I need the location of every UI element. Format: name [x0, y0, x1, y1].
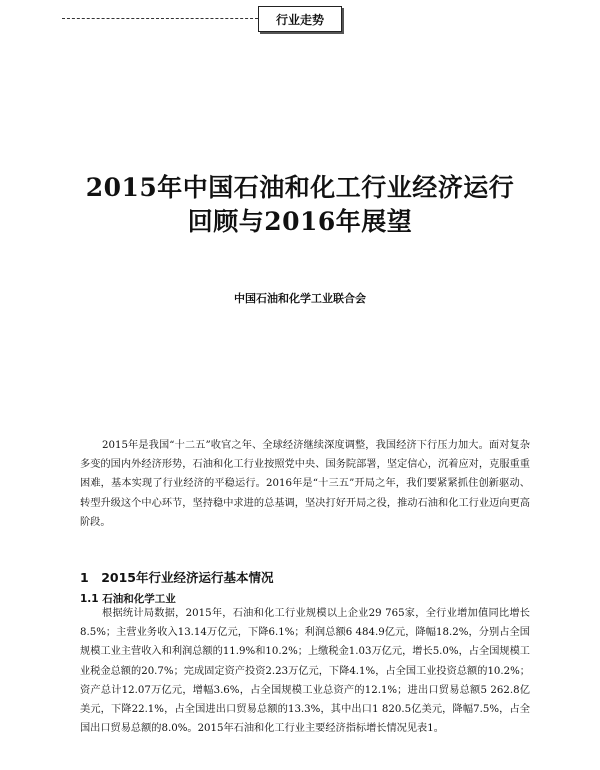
header-rule — [62, 18, 258, 19]
article-title-line-2: 回顾与2016年展望 — [187, 207, 413, 236]
section-heading: 1 2015年行业经济运行基本情况 — [80, 570, 274, 585]
article-title-line-1: 2015年中国石油和化工行业经济运行 — [85, 173, 515, 202]
section-tag: 行业走势 — [258, 6, 342, 32]
body-paragraph: 根据统计局数据，2015年，石油和化工行业规模以上企业29 765家，全行业增加值同比增长8.5%；主营业务收入13.14万亿元，下降6.1%；利润总额6 484.9亿元，降幅18.2%，分别占全国规模工业主营收入和利润总额的11.9%和10.2%；上缴税金1.03万亿元，增长5.0%，占全国规模工业税金总额的20.7%；完成固定资产投资2.23万亿元，下降4.1%，占全国工业投资总额的10.2%；资产总计12.07万亿元，增幅3.6%，占全国规模工业总资产的12.1%；进出口贸易总额5 262.8亿美元，下降22.1%，占全国进出口贸易总额的13.3%，其中出口1 820.5亿美元，降幅7.5%，占全国出口贸易总额的8.0%。2015年石油和化工行业主要经济指标增长情况见表1。 — [80, 608, 530, 735]
abstract-paragraph: 2015年是我国“十二五”收官之年、全球经济继续深度调整，我国经济下行压力加大。面对复杂多变的国内外经济形势，石油和化工行业按照党中央、国务院部署，坚定信心，沉着应对，克服重重困难，基本实现了行业经济的平稳运行。2016年是“十三五”开局之年，我们要紧紧抓住创新驱动、转型升级这个中心环节，坚持稳中求进的总基调，坚决打好开局之役，推动石油和化工行业迈向更高阶段。 — [80, 440, 530, 528]
author-organization: 中国石油和化学工业联合会 — [234, 292, 366, 305]
subsection-heading: 1.1 石油和化学工业 — [80, 593, 176, 605]
